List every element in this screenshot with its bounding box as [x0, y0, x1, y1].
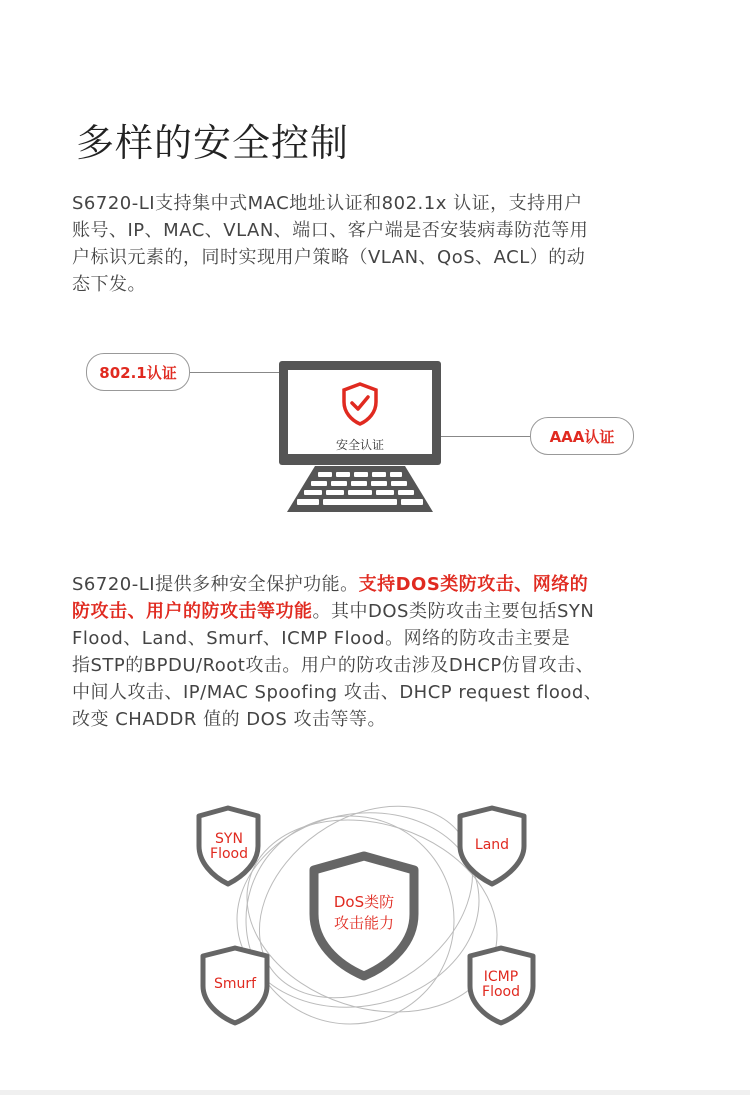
- protection-text: 。其中DOS类防攻击主要包括SYN: [312, 601, 595, 622]
- syn-flood-label: [206, 832, 252, 862]
- aaa-auth-badge: [530, 417, 634, 455]
- screen-label: 安全认证: [335, 438, 384, 452]
- protection-highlight: 支持DOS类防攻击、网络的: [358, 574, 589, 595]
- protection-line: [72, 571, 712, 598]
- monitor-screen: [288, 370, 432, 454]
- protection-line: 中间人攻击、IP/MAC Spoofing 攻击、DHCP request flood、: [72, 682, 603, 703]
- dot1x-auth-label: 802.1认证: [99, 363, 177, 382]
- icmp-label-line: ICMP: [483, 969, 519, 985]
- page-title: 多样的安全控制: [76, 121, 350, 165]
- protection-intro-text: S6720-LI提供多种安全保护功能。: [72, 574, 359, 595]
- protection-paragraph: [72, 571, 712, 733]
- icmp-flood-label: [475, 970, 527, 1000]
- land-label: Land: [474, 837, 510, 853]
- aaa-auth-label: AAA认证: [549, 427, 615, 446]
- syn-label-line: SYN: [215, 831, 243, 847]
- left-connector: [188, 372, 280, 373]
- protection-highlight: 防攻击、用户的防攻击等功能: [72, 601, 313, 622]
- intro-line: 账号、IP、MAC、VLAN、端口、客户端是否安装病毒防范等用: [72, 220, 589, 241]
- computer-monitor: [279, 361, 441, 465]
- protection-line: [72, 598, 712, 625]
- icmp-label-line: Flood: [482, 984, 520, 1000]
- bottom-divider: [0, 1090, 750, 1095]
- intro-line: 态下发。: [72, 274, 146, 295]
- intro-line: 户标识元素的，同时实现用户策略（VLAN、QoS、ACL）的动: [72, 247, 586, 268]
- dos-center-line: 攻击能力: [333, 914, 394, 932]
- keyboard-icon: [285, 462, 435, 514]
- intro-line: S6720-LI支持集中式MAC地址认证和802.1x 认证，支持用户: [72, 193, 583, 214]
- dot1x-auth-badge: [86, 353, 190, 391]
- syn-label-line: Flood: [210, 846, 248, 862]
- security-shield-icon: [340, 382, 380, 426]
- right-connector: [440, 436, 530, 437]
- smurf-label: Smurf: [213, 976, 257, 992]
- protection-line: 指STP的BPDU/Root攻击。用户的防攻击涉及DHCP仿冒攻击、: [72, 655, 595, 676]
- dos-center-line: DoS类防: [333, 893, 395, 911]
- protection-line: Flood、Land、Smurf、ICMP Flood。网络的防攻击主要是: [72, 628, 571, 649]
- dos-center-label: [324, 892, 404, 934]
- intro-paragraph: [72, 190, 712, 298]
- protection-line: 改变 CHADDR 值的 DOS 攻击等等。: [72, 709, 386, 730]
